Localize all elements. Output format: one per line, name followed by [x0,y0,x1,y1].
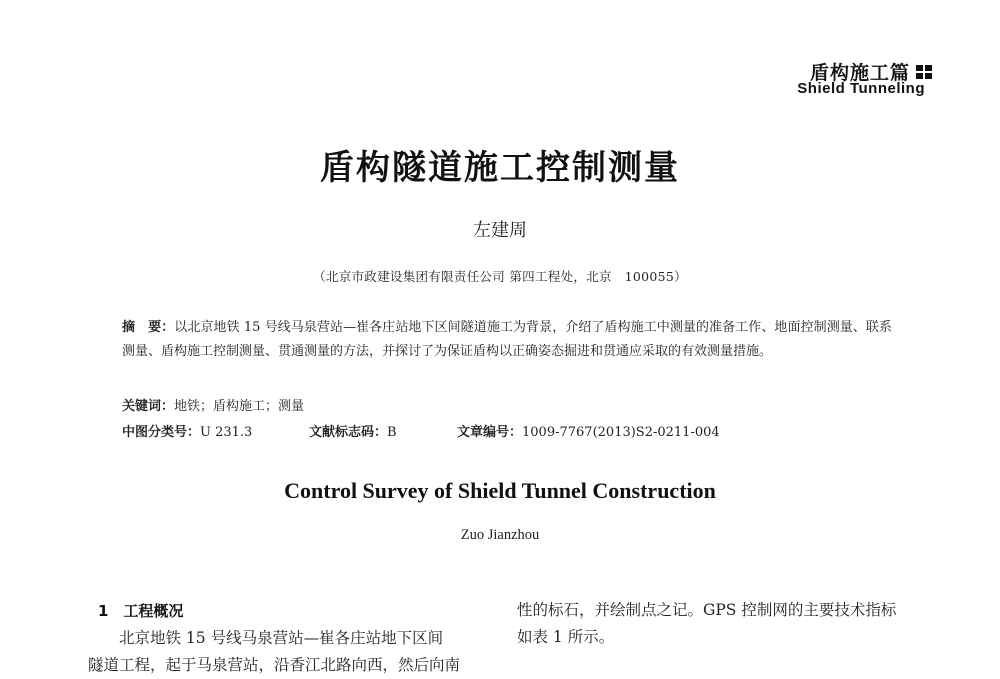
affiliation-cn: （北京市政建设集团有限责任公司 第四工程处，北京 100055） [313,269,687,284]
body-line: 性的标石，并绘制点之记。GPS 控制网的主要技术指标 [517,601,897,619]
author-en: Zuo Jianzhou [460,527,540,543]
body-line: 隧道工程，起于马泉营站，沿香江北路向西，然后向南 [88,656,461,674]
article-number [457,421,720,440]
section-label-cn: 盾构施工篇 [809,62,910,84]
body-line: 如表 1 所示。 [517,628,615,646]
keywords [122,395,304,414]
right-column [517,597,929,651]
article-value: 1009-7767(2013)S2-0211-004 [522,425,720,440]
document-code [309,421,397,440]
abstract-text: 以北京地铁 15 号线马泉营站—崔各庄站地下区间隧道施工为背景，介绍了盾构施工中测量的准备工作、地面控制测量、联系测量、盾构施工控制测量、贯通测量的方法，并探讨了为保证盾构以正确姿态掘进和贯通应采取的有效测量措施。 [122,320,892,359]
paper-title-en: Control Survey of Shield Tunnel Construction [284,478,716,503]
abstract-label: 摘 要： [122,320,175,335]
clc-number [122,421,252,440]
clc-label: 中图分类号： [122,425,201,440]
body-line: 北京地铁 15 号线马泉营站—崔各庄站地下区间 [119,629,444,647]
clc-value: U 231.3 [200,425,253,440]
keywords-label: 关键词： [122,399,175,414]
abstract [122,316,892,364]
keywords-text: 地铁；盾构施工；测量 [174,399,305,414]
author-cn: 左建周 [473,220,527,241]
running-header-en: Shield Tunneling [797,80,925,97]
section-heading: 1 工程概况 [98,602,184,620]
article-label: 文章编号： [457,425,523,440]
left-column [88,625,498,679]
grid-icon [916,65,932,79]
paper-title-cn: 盾构隧道施工控制测量 [320,148,680,188]
doc-label: 文献标志码： [309,425,388,440]
doc-value: B [387,425,397,440]
